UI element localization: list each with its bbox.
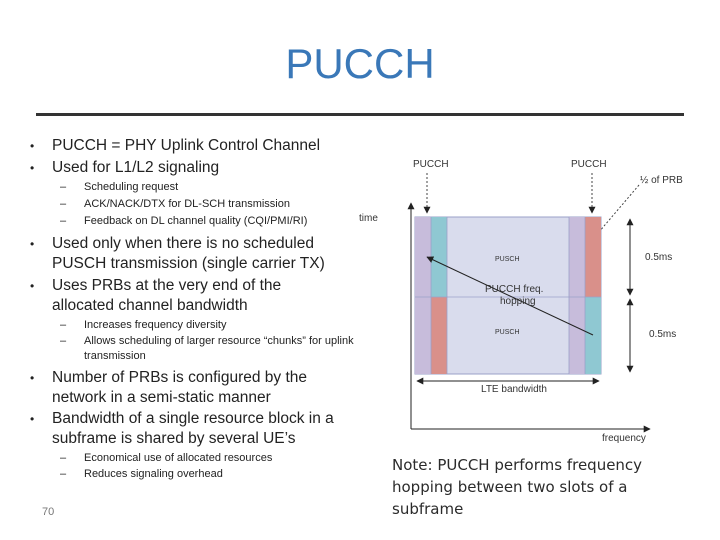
sub-bullet-text: Economical use of allocated resources <box>84 452 273 464</box>
sub-bullet-item <box>60 467 354 482</box>
pucch-block-bottom-left <box>431 297 447 374</box>
bullet-item <box>30 368 332 408</box>
pucch-block-bottom-right-half <box>569 297 585 374</box>
slot-bottom-duration: 0.5ms <box>649 329 677 340</box>
sub-bullet-item <box>60 334 354 364</box>
sub-bullet-item <box>60 197 354 212</box>
slot-top-duration: 0.5ms <box>645 252 673 263</box>
pucch-block-top-left <box>431 217 447 297</box>
page-title: PUCCH <box>285 40 435 87</box>
pusch-top-label: PUSCH <box>495 256 520 263</box>
sub-bullet-dash: – <box>60 468 67 480</box>
frequency-axis-label: frequency <box>602 433 646 444</box>
note-text: Note: PUCCH performs frequency hopping between two slots of a subframe <box>392 456 643 518</box>
time-axis-label: time <box>359 213 378 224</box>
lte-bandwidth-label: LTE bandwidth <box>481 384 547 395</box>
pucch-block-bottom-left-half <box>415 297 431 374</box>
bullet-dot: • <box>30 412 35 426</box>
hopping-label-line1: PUCCH freq. <box>485 284 544 295</box>
bullet-text: Uses PRBs at the very end of the allocated channel bandwidth <box>52 277 282 314</box>
bullet-item <box>30 136 352 156</box>
bullet-dot: • <box>30 279 35 293</box>
sub-bullet-dash: – <box>60 319 67 331</box>
sub-bullet-item <box>60 318 354 333</box>
bullet-text: Used only when there is no scheduled PUSCH transmission (single carrier TX) <box>52 235 325 272</box>
sub-bullet-item <box>60 451 354 466</box>
bullet-text: Bandwidth of a single resource block in a subframe is shared by several UE’s <box>52 410 334 447</box>
bullet-text: PUCCH = PHY Uplink Control Channel <box>52 137 321 154</box>
half-prb-label: ½ of PRB <box>640 175 683 186</box>
pucch-block-top-left-half <box>415 217 431 297</box>
pucch-right-label: PUCCH <box>571 159 607 170</box>
bullet-text: Number of PRBs is configured by the network in a semi-static manner <box>52 369 308 406</box>
bullet-text: Used for L1/L2 signaling <box>52 159 220 176</box>
sub-bullet-dash: – <box>60 215 67 227</box>
title-divider <box>36 113 684 116</box>
bullet-item <box>30 234 344 274</box>
sub-bullet-text: Reduces signaling overhead <box>84 468 223 480</box>
sub-bullet-text: Feedback on DL channel quality (CQI/PMI/RI) <box>84 215 308 227</box>
pucch-block-top-right <box>585 217 601 297</box>
bullet-dot: • <box>30 371 35 385</box>
sub-bullet-text: Increases frequency diversity <box>84 319 227 331</box>
page-number: 70 <box>42 506 55 518</box>
bullet-dot: • <box>30 139 35 153</box>
hopping-label-line2: hopping <box>500 296 536 307</box>
sub-bullet-text: ACK/NACK/DTX for DL-SCH transmission <box>84 198 290 210</box>
bullet-item <box>30 409 352 449</box>
pucch-block-bottom-right <box>585 297 601 374</box>
bullet-dot: • <box>30 237 35 251</box>
sub-bullet-dash: – <box>60 181 67 193</box>
sub-bullet-item <box>60 180 354 195</box>
bullet-dot: • <box>30 161 35 175</box>
pucch-block-top-right-half <box>569 217 585 297</box>
sub-bullet-dash: – <box>60 452 67 464</box>
sub-bullet-text: Allows scheduling of larger resource “chunks” for uplink transmission <box>84 335 354 362</box>
sub-bullet-item <box>60 214 354 229</box>
pusch-bottom-label: PUSCH <box>495 329 520 336</box>
bullet-item <box>30 158 352 178</box>
sub-bullet-dash: – <box>60 335 67 347</box>
pucch-left-label: PUCCH <box>413 159 449 170</box>
pucch-diagram <box>355 145 700 450</box>
sub-bullet-dash: – <box>60 198 67 210</box>
bullet-item <box>30 276 314 316</box>
sub-bullet-text: Scheduling request <box>84 181 179 193</box>
